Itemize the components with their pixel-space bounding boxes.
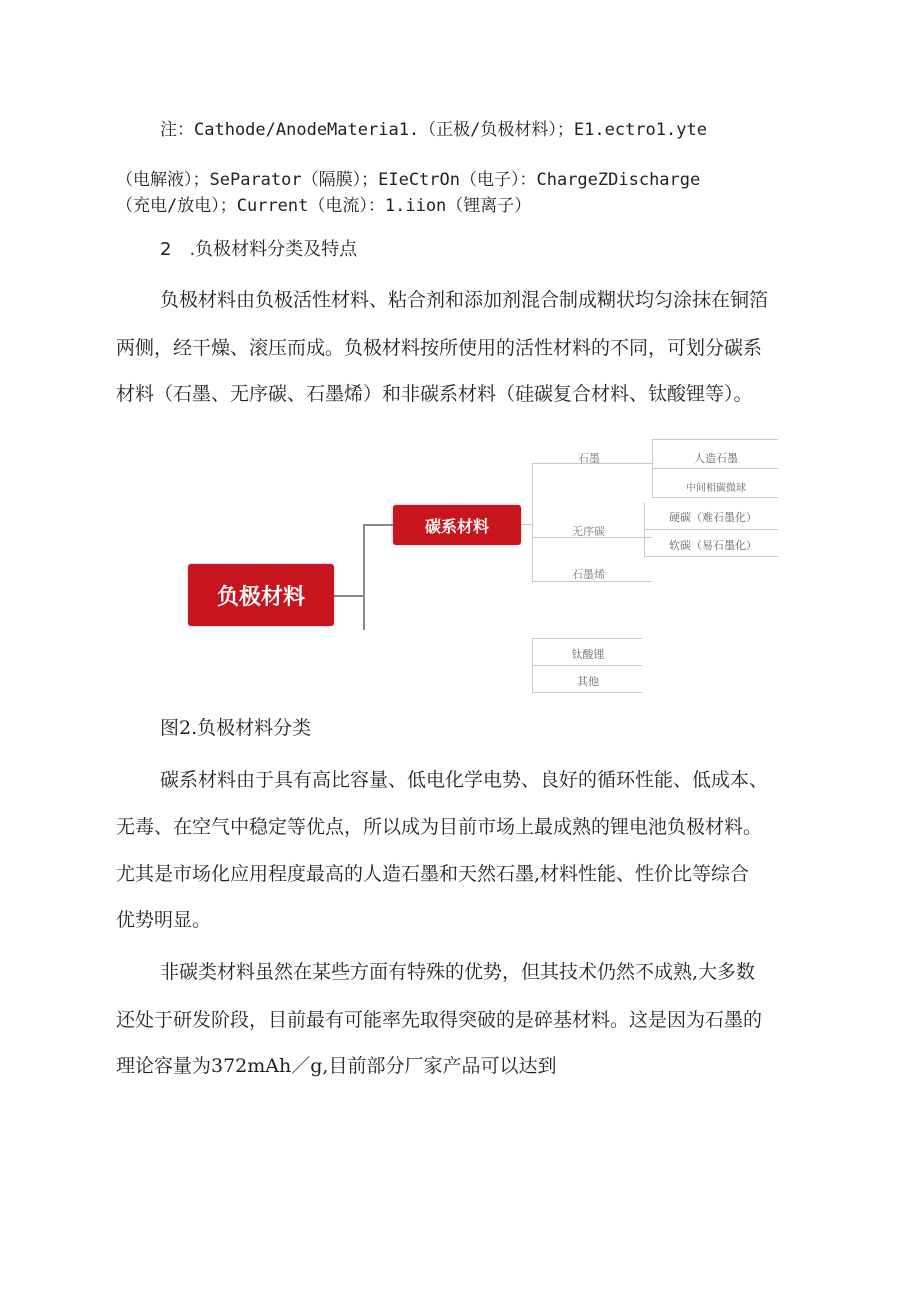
paragraph-line: 还处于研发阶段，目前最有可能率先取得突破的是碎基材料。这是因为石墨的 <box>116 1009 763 1031</box>
other-label: 其他 <box>577 675 599 688</box>
paragraph-line: 材料（石墨、无序碳、石墨烯）和非碳系材料（硅碳复合材料、钛酸锂等）。 <box>116 383 753 405</box>
connector <box>532 463 533 581</box>
soft-carbon-label: 软碳（易石墨化） <box>669 539 757 552</box>
paragraph-line: 尤其是市场化应用程度最高的人造石墨和天然石墨,材料性能、性价比等综合 <box>116 863 750 885</box>
mesophase-label: 中间相碳微球 <box>686 483 746 494</box>
lithium-titanate-label: 钛酸锂 <box>571 648 605 661</box>
connector <box>644 529 778 530</box>
graphene-label: 石墨烯 <box>572 568 605 581</box>
root-node: 负极材料 <box>188 564 334 626</box>
carbon-node: 碳系材料 <box>393 505 521 545</box>
note-line-1: 注：Cathode/AnodeMateria1.（正极/负极材料）；E1.ectro1.yte <box>160 120 707 140</box>
connector <box>532 638 642 639</box>
connector <box>644 503 645 557</box>
section-heading: 2 .负极材料分类及特点 <box>160 239 358 260</box>
connector <box>652 439 778 440</box>
paragraph-line: 负极材料由负极活性材料、粘合剂和添加剂混合制成糊状均匀涂抹在铜箔 <box>160 289 769 311</box>
graphite-label: 石墨 <box>578 452 600 465</box>
anode-classification-diagram <box>186 433 786 701</box>
paragraph-line: 非碳类材料虽然在某些方面有特殊的优势，但其技术仍然不成熟,大多数 <box>160 961 756 983</box>
paragraph-line: 无毒、在空气中稳定等优点，所以成为目前市场上最成熟的锂电池负极材料。 <box>116 816 763 838</box>
connector <box>532 665 642 666</box>
note-line-3: （充电/放电）；Current（电流）：1.iion（锂离子） <box>116 196 532 216</box>
connector <box>652 497 778 498</box>
artificial-graphite-label: 人造石墨 <box>694 452 738 465</box>
hard-carbon-label: 硬碳（难石墨化） <box>669 511 757 524</box>
note-line-2: （电解液）；SeParator（隔膜）；EIeCtrOn（电子）：ChargeZDischarge <box>116 170 701 190</box>
paragraph-line: 理论容量为372mAh／g,目前部分厂家产品可以达到 <box>116 1055 557 1077</box>
connector <box>363 524 365 630</box>
disordered-carbon-label: 无序碳 <box>572 525 605 538</box>
connector <box>363 524 393 526</box>
paragraph-line: 两侧，经干燥、滚压而成。负极材料按所使用的活性材料的不同，可划分碳系 <box>116 337 763 359</box>
connector <box>652 468 778 469</box>
connector <box>334 595 364 597</box>
figure-caption: 图2.负极材料分类 <box>160 717 312 739</box>
connector <box>532 692 642 693</box>
paragraph-line: 碳系材料由于具有高比容量、低电化学电势、良好的循环性能、低成本、 <box>160 769 769 791</box>
paragraph-line: 优势明显。 <box>116 909 212 931</box>
connector <box>644 556 778 557</box>
